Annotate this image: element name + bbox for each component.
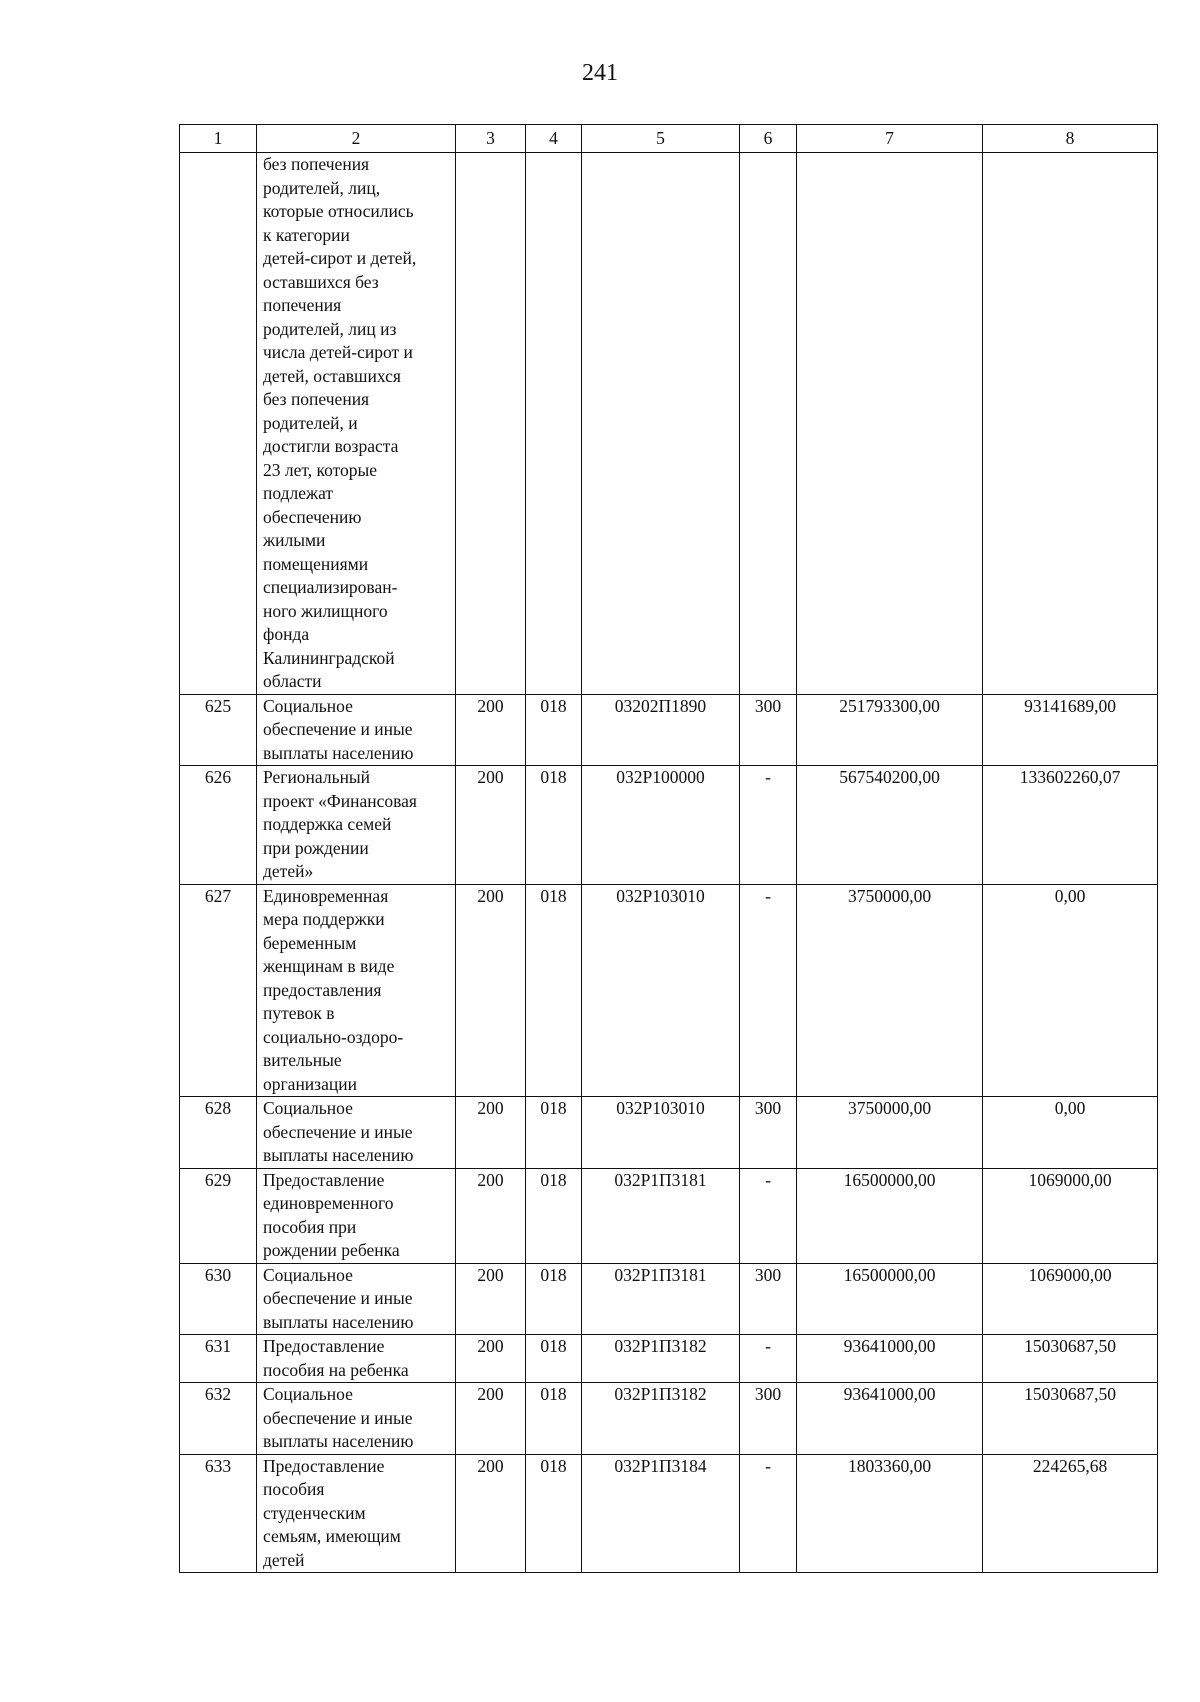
col-4-cell: 018 <box>526 1263 582 1335</box>
col-6-cell: - <box>740 884 797 1097</box>
col-4-cell: 018 <box>526 1383 582 1455</box>
col-8-amount-cell: 133602260,07 <box>983 766 1158 885</box>
table-body <box>180 153 1158 1573</box>
col-5-code-cell: 032Р1П3184 <box>582 1454 740 1573</box>
table-row <box>180 694 1158 766</box>
item-name-line: пособия при <box>263 1216 357 1237</box>
col-4-cell: 018 <box>526 1454 582 1573</box>
col-5-code-cell: 032Р1П3181 <box>582 1168 740 1263</box>
table-row <box>180 1454 1158 1573</box>
col-3-cell: 200 <box>456 694 526 766</box>
col-8-amount-cell: 1069000,00 <box>983 1168 1158 1263</box>
item-name-line: Калининградской <box>263 647 395 668</box>
col-5-code-cell: 032Р103010 <box>582 884 740 1097</box>
item-name-line: выплаты населению <box>263 1145 414 1165</box>
col-5-code-cell: 032Р1П3181 <box>582 1263 740 1335</box>
col-4-cell: 018 <box>526 884 582 1097</box>
item-name-line: детей» <box>263 861 314 881</box>
page-number: 241 <box>582 60 618 86</box>
item-name-line: 23 лет, которые <box>263 459 378 480</box>
item-name-line: попечения <box>263 295 342 315</box>
item-name-line: Социальное <box>263 1384 353 1404</box>
item-name-line: обеспечению <box>263 506 362 527</box>
item-name-line: Предоставление <box>263 1169 385 1190</box>
item-name-line: жилыми <box>263 530 326 550</box>
item-name-cell <box>257 1097 456 1169</box>
col-6-cell: 300 <box>740 1097 797 1169</box>
row-number-cell: 625 <box>180 694 257 766</box>
item-name-cell <box>257 1335 456 1383</box>
item-name-line: мера поддержки <box>263 909 385 929</box>
item-name-line: обеспечение и иные <box>263 719 413 739</box>
col-6-cell: - <box>740 766 797 885</box>
table-row <box>180 1263 1158 1335</box>
col-4-cell: 018 <box>526 694 582 766</box>
col-3-cell: 200 <box>456 1335 526 1383</box>
col-6-cell: 300 <box>740 1383 797 1455</box>
row-number-cell: 627 <box>180 884 257 1097</box>
item-name-cell <box>257 694 456 766</box>
col-6-cell <box>740 153 797 695</box>
item-name-line: при рождении <box>263 837 369 858</box>
table-row <box>180 1097 1158 1169</box>
row-number-cell <box>180 153 257 695</box>
item-name-line: пособия <box>263 1479 325 1499</box>
item-name-line: Социальное <box>263 695 353 716</box>
item-name-line: Предоставление <box>263 1336 385 1356</box>
col-5-code-cell <box>582 153 740 695</box>
col-4-cell <box>526 153 582 695</box>
item-name-cell <box>257 1383 456 1455</box>
col-5-code-cell: 032Р1П3182 <box>582 1335 740 1383</box>
col-8-amount-cell <box>983 153 1158 695</box>
col-6-cell: - <box>740 1168 797 1263</box>
col-8-amount-cell: 15030687,50 <box>983 1335 1158 1383</box>
col-7-amount-cell: 3750000,00 <box>797 884 983 1097</box>
row-number-cell: 632 <box>180 1383 257 1455</box>
col-8-amount-cell: 0,00 <box>983 1097 1158 1169</box>
col-7-amount-cell: 567540200,00 <box>797 766 983 885</box>
col-3-cell <box>456 153 526 695</box>
header-col-4: 4 <box>526 125 582 153</box>
item-name-cell <box>257 1263 456 1335</box>
item-name-cell <box>257 153 456 695</box>
header-col-2: 2 <box>257 125 456 153</box>
item-name-line: единовременного <box>263 1193 394 1213</box>
item-name-line: выплаты населению <box>263 742 414 763</box>
header-col-5: 5 <box>582 125 740 153</box>
row-number-cell: 629 <box>180 1168 257 1263</box>
item-name-line: поддержка семей <box>263 814 392 834</box>
item-name-line: предоставления <box>263 979 382 1000</box>
col-7-amount-cell: 93641000,00 <box>797 1335 983 1383</box>
item-name-line: родителей, лиц из <box>263 318 397 339</box>
item-name-line: детей-сирот и детей, <box>263 248 417 268</box>
item-name-line: помещениями <box>263 553 369 574</box>
item-name-line: Единовременная <box>263 885 389 906</box>
col-3-cell: 200 <box>456 1383 526 1455</box>
item-name-line: путевок в <box>263 1003 335 1023</box>
row-number-cell: 626 <box>180 766 257 885</box>
col-8-amount-cell: 224265,68 <box>983 1454 1158 1573</box>
col-7-amount-cell: 1803360,00 <box>797 1454 983 1573</box>
row-number-cell: 630 <box>180 1263 257 1335</box>
item-name-line: родителей, лиц, <box>263 177 381 198</box>
item-name-line: обеспечение и иные <box>263 1288 413 1308</box>
item-name-line: детей <box>263 1549 305 1570</box>
header-col-7: 7 <box>797 125 983 153</box>
item-name-line: беременным <box>263 932 357 953</box>
table-row <box>180 1168 1158 1263</box>
item-name-cell <box>257 766 456 885</box>
item-name-line: организации <box>263 1073 357 1094</box>
table-row <box>180 766 1158 885</box>
col-3-cell: 200 <box>456 766 526 885</box>
col-7-amount-cell: 93641000,00 <box>797 1383 983 1455</box>
item-name-line: достигли возраста <box>263 436 399 456</box>
item-name-line: фонда <box>263 624 310 644</box>
table-row <box>180 153 1158 695</box>
item-name-line: родителей, и <box>263 412 358 433</box>
col-3-cell: 200 <box>456 1263 526 1335</box>
item-name-cell <box>257 1168 456 1263</box>
item-name-line: Региональный <box>263 767 371 787</box>
item-name-line: пособия на ребенка <box>263 1359 409 1380</box>
col-5-code-cell: 032Р1П3182 <box>582 1383 740 1455</box>
col-6-cell: - <box>740 1454 797 1573</box>
col-4-cell: 018 <box>526 1097 582 1169</box>
table-row <box>180 1335 1158 1383</box>
item-name-line: к категории <box>263 224 350 245</box>
header-col-1: 1 <box>180 125 257 153</box>
table-row <box>180 1383 1158 1455</box>
col-3-cell: 200 <box>456 1168 526 1263</box>
col-7-amount-cell: 251793300,00 <box>797 694 983 766</box>
item-name-line: специализирован- <box>263 577 398 597</box>
item-name-line: семьям, имеющим <box>263 1526 401 1546</box>
item-name-line: подлежат <box>263 483 334 503</box>
table-row <box>180 884 1158 1097</box>
header-col-3: 3 <box>456 125 526 153</box>
item-name-line: Социальное <box>263 1264 353 1285</box>
item-name-cell <box>257 1454 456 1573</box>
item-name-line: области <box>263 671 322 691</box>
col-6-cell: - <box>740 1335 797 1383</box>
header-col-8: 8 <box>983 125 1158 153</box>
col-5-code-cell: 032Р100000 <box>582 766 740 885</box>
item-name-line: проект «Финансовая <box>263 790 417 811</box>
col-8-amount-cell: 0,00 <box>983 884 1158 1097</box>
col-6-cell: 300 <box>740 694 797 766</box>
col-3-cell: 200 <box>456 884 526 1097</box>
col-8-amount-cell: 1069000,00 <box>983 1263 1158 1335</box>
row-number-cell: 631 <box>180 1335 257 1383</box>
budget-table <box>179 124 1158 1573</box>
item-name-line: числа детей-сирот и <box>263 342 413 362</box>
item-name-line: Социальное <box>263 1098 353 1118</box>
col-8-amount-cell: 15030687,50 <box>983 1383 1158 1455</box>
item-name-line: детей, оставшихся <box>263 365 401 386</box>
col-7-amount-cell: 16500000,00 <box>797 1168 983 1263</box>
item-name-line: женщинам в виде <box>263 956 395 976</box>
col-5-code-cell: 03202П1890 <box>582 694 740 766</box>
item-name-line: обеспечение и иные <box>263 1407 413 1428</box>
item-name-line: выплаты населению <box>263 1431 414 1451</box>
col-7-amount-cell: 3750000,00 <box>797 1097 983 1169</box>
header-row <box>180 125 1158 153</box>
item-name-line: без попечения <box>263 389 370 409</box>
item-name-line: социально-оздоро- <box>263 1026 404 1047</box>
item-name-line: Предоставление <box>263 1455 385 1476</box>
item-name-line: ного жилищного <box>263 600 388 621</box>
col-3-cell: 200 <box>456 1454 526 1573</box>
col-5-code-cell: 032Р103010 <box>582 1097 740 1169</box>
row-number-cell: 633 <box>180 1454 257 1573</box>
item-name-line: без попечения <box>263 154 370 174</box>
item-name-line: рождении ребенка <box>263 1240 400 1260</box>
col-3-cell: 200 <box>456 1097 526 1169</box>
row-number-cell: 628 <box>180 1097 257 1169</box>
header-col-6: 6 <box>740 125 797 153</box>
col-6-cell: 300 <box>740 1263 797 1335</box>
col-4-cell: 018 <box>526 1335 582 1383</box>
col-8-amount-cell: 93141689,00 <box>983 694 1158 766</box>
item-name-line: оставшихся без <box>263 271 379 292</box>
item-name-line: обеспечение и иные <box>263 1121 413 1142</box>
col-7-amount-cell: 16500000,00 <box>797 1263 983 1335</box>
col-7-amount-cell <box>797 153 983 695</box>
item-name-line: которые относились <box>263 201 414 221</box>
col-4-cell: 018 <box>526 1168 582 1263</box>
item-name-line: вительные <box>263 1050 342 1070</box>
col-4-cell: 018 <box>526 766 582 885</box>
item-name-line: студенческим <box>263 1502 366 1523</box>
item-name-cell <box>257 884 456 1097</box>
item-name-line: выплаты населению <box>263 1311 414 1332</box>
